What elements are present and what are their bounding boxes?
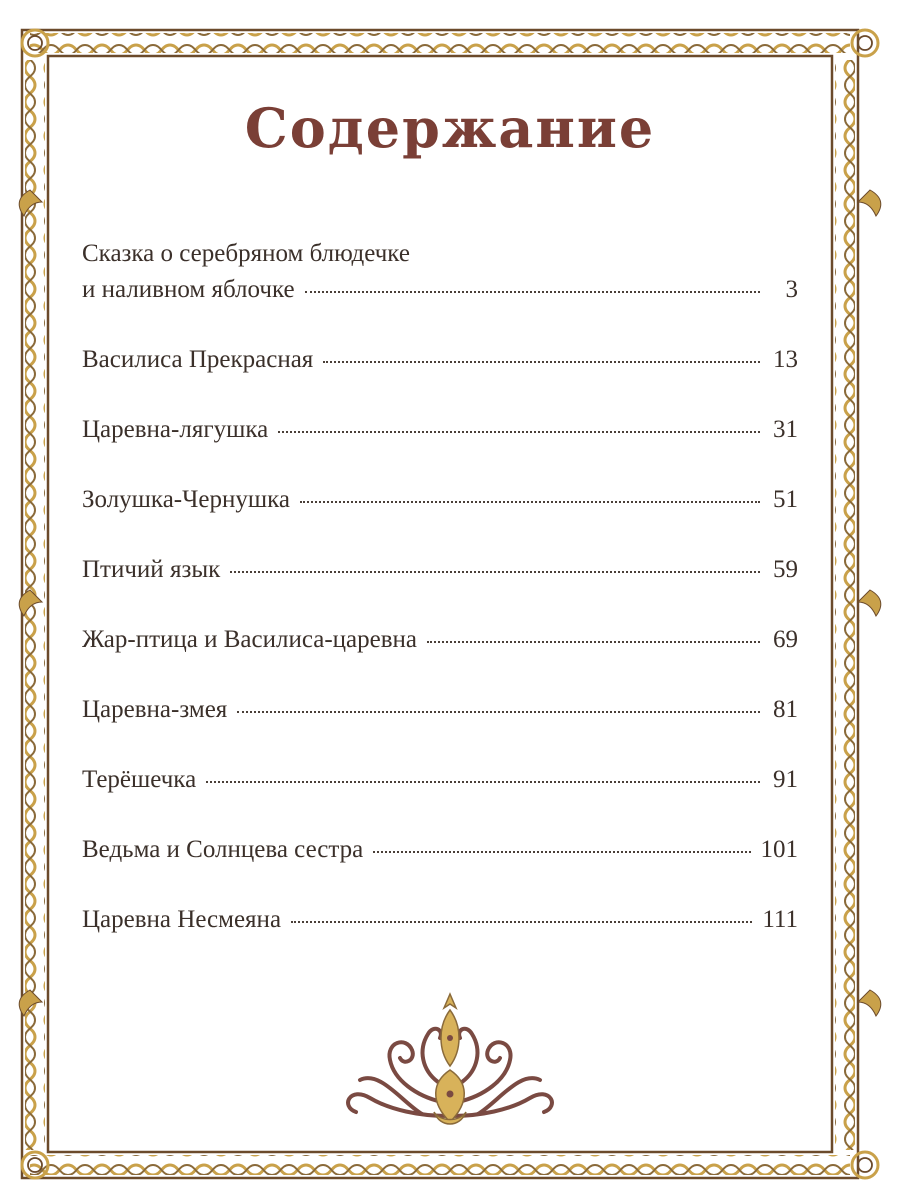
toc-entry <box>82 902 798 938</box>
toc-entry <box>82 762 798 798</box>
toc-entry-title: Жар-птица и Василиса-царевна <box>82 626 418 653</box>
toc-page-number: 31 <box>773 416 798 443</box>
toc-entry-title: Ведьма и Солнцева сестра <box>82 836 364 863</box>
dot-leader <box>373 851 750 853</box>
toc-entry-title: Василиса Прекрасная <box>82 346 314 373</box>
toc-entry <box>82 412 798 448</box>
toc-page-number: 111 <box>762 906 798 933</box>
dot-leader <box>305 291 760 293</box>
dot-leader <box>427 641 760 643</box>
toc-page-number: 69 <box>773 626 798 653</box>
toc-entry <box>82 622 798 658</box>
toc-page-number: 59 <box>773 556 798 583</box>
toc-entry <box>82 692 798 728</box>
page-title: Содержание <box>244 96 656 160</box>
toc-page-number: 91 <box>773 766 798 793</box>
toc-entry-title: Терёшечка <box>82 766 197 793</box>
floral-ornament-icon <box>330 990 570 1130</box>
toc-page-number: 3 <box>785 276 798 303</box>
dot-leader <box>278 431 760 433</box>
toc-entry-title: Птичий язык <box>82 556 221 583</box>
toc-entry-title-line2: и наливном яблочке <box>82 276 295 303</box>
toc-entry <box>82 342 798 378</box>
dot-leader <box>323 361 760 363</box>
toc-entry-title: Царевна-лягушка <box>82 416 269 443</box>
toc-entry <box>82 552 798 588</box>
toc-entry <box>82 832 798 868</box>
toc-entry-title-line1: Сказка о серебряном блюдечке <box>82 240 410 267</box>
dot-leader <box>237 711 760 713</box>
toc-entry-title: Царевна Несмеяна <box>82 906 282 933</box>
toc-page-number: 101 <box>760 836 798 863</box>
dot-leader <box>230 571 760 573</box>
toc-entry <box>82 482 798 518</box>
toc-page-number: 81 <box>773 696 798 723</box>
dot-leader <box>291 921 752 923</box>
toc-entry <box>82 236 798 308</box>
dot-leader <box>206 781 760 783</box>
toc-page-number: 13 <box>773 346 798 373</box>
toc-page-number: 51 <box>773 486 798 513</box>
toc-entry-title: Золушка-Чернушка <box>82 486 290 513</box>
toc-entry-title: Царевна-змея <box>82 696 228 723</box>
dot-leader <box>300 501 760 503</box>
